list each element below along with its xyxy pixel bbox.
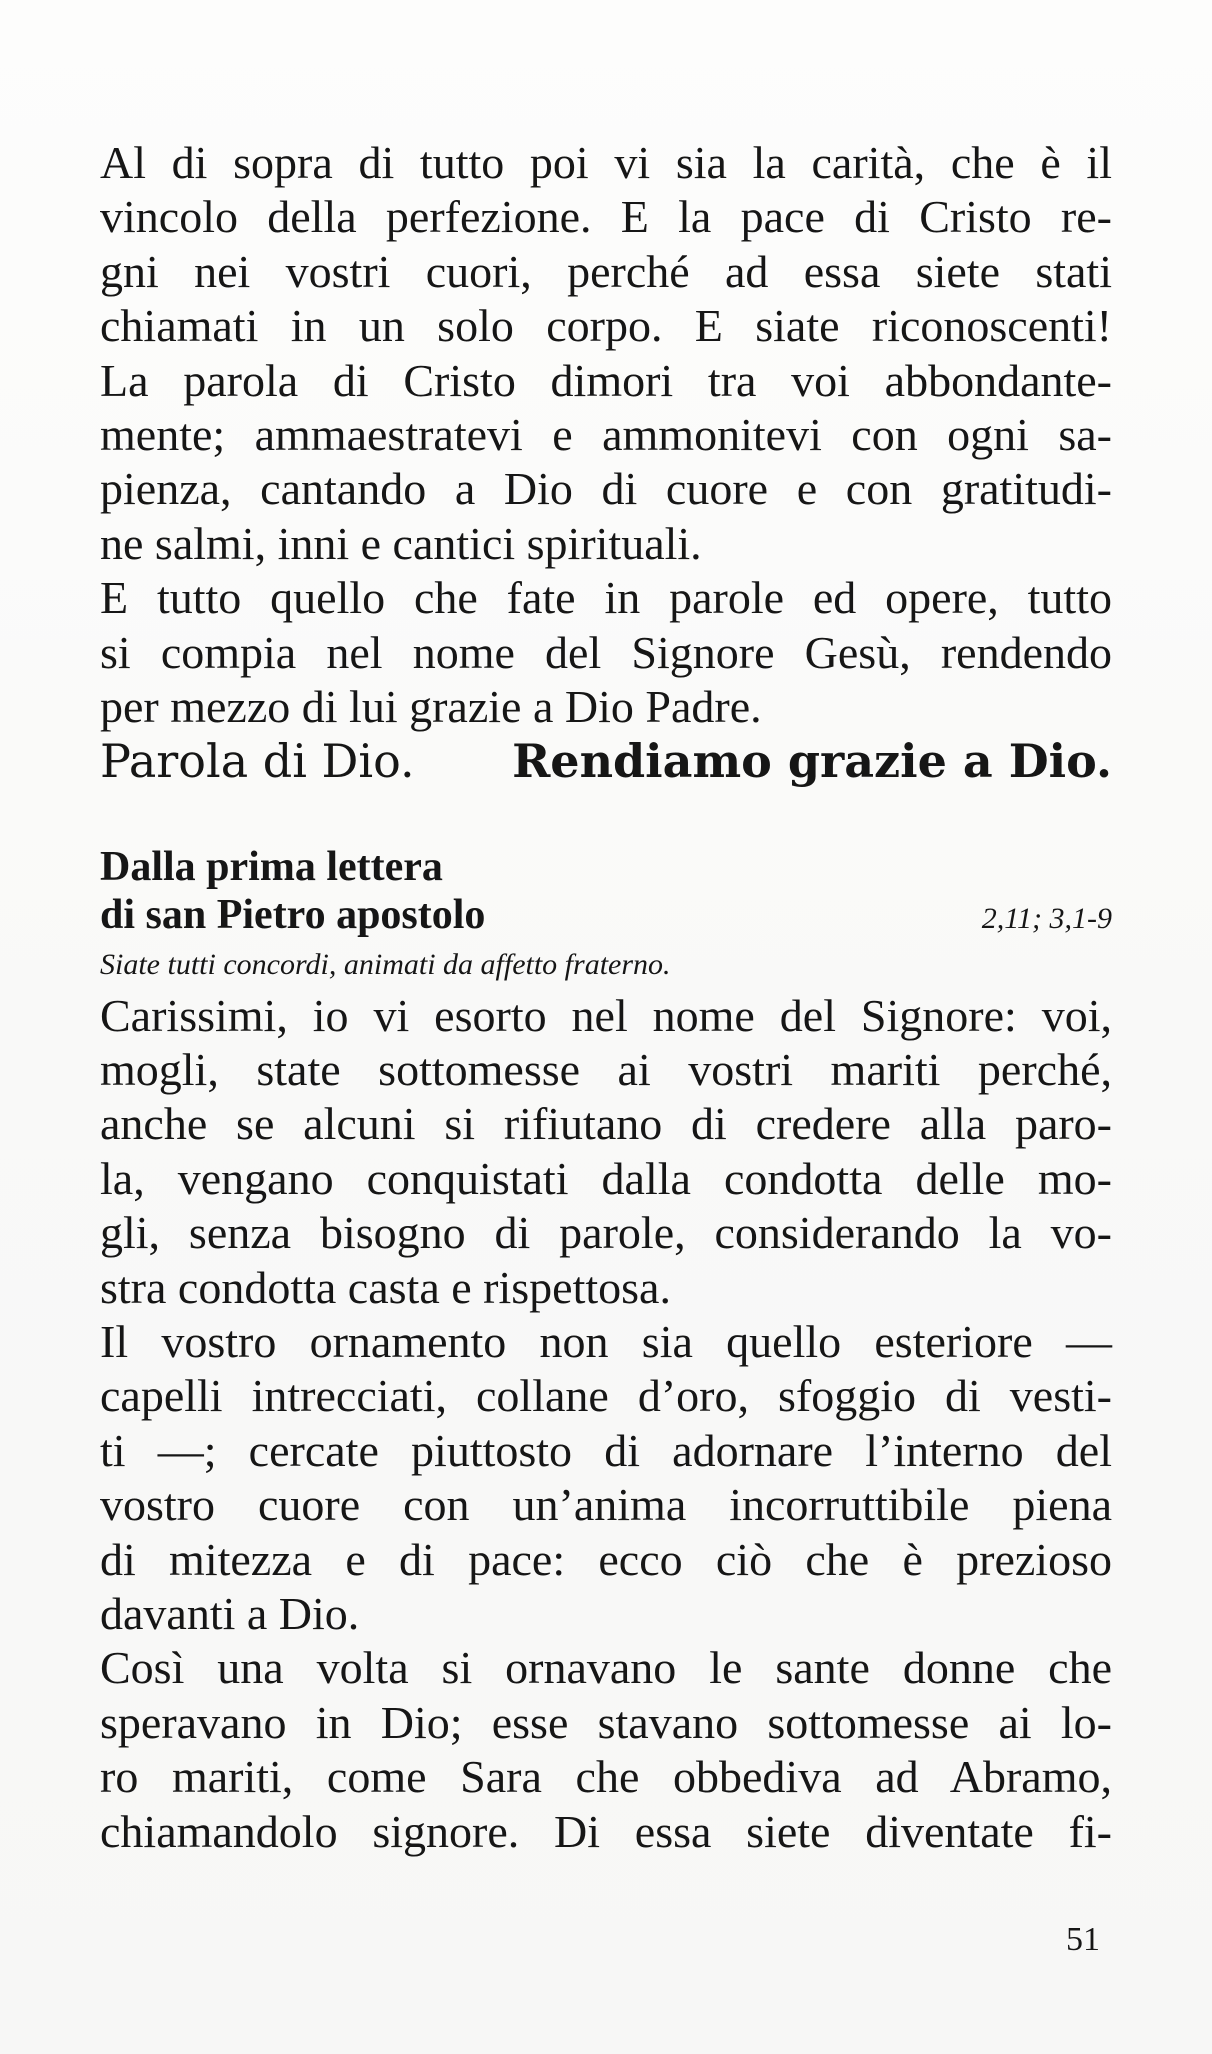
text-line: anche se alcuni si rifiutano di credere alla paro- bbox=[100, 1098, 1112, 1150]
text-line: per mezzo di lui grazie a Dio Padre. bbox=[100, 680, 762, 732]
closing-formula: Parola di Dio. bbox=[100, 734, 415, 789]
text-line: capelli intrecciati, collane d’oro, sfoggio di vesti- bbox=[100, 1370, 1112, 1422]
text-line: mogli, state sottomesse ai vostri mariti perché, bbox=[100, 1044, 1112, 1096]
text-line: ro mariti, come Sara che obbediva ad Abramo, bbox=[100, 1751, 1112, 1803]
text-line: gli, senza bisogno di parole, considerando la vo- bbox=[100, 1207, 1112, 1259]
heading-line-one: Dalla prima lettera bbox=[100, 843, 443, 890]
text-line: vostro cuore con un’anima incorruttibile piena bbox=[100, 1479, 1112, 1531]
text-line: gni nei vostri cuori, perché ad essa siete stati bbox=[100, 245, 1112, 297]
text-line: ne salmi, inni e cantici spirituali. bbox=[100, 517, 702, 569]
reading-two-heading bbox=[100, 843, 1112, 985]
text-line: ti —; cercate piuttosto di adornare l’interno del bbox=[100, 1424, 1112, 1476]
page-number: 51 bbox=[1066, 1921, 1100, 1958]
text-line: pienza, cantando a Dio di cuore e con gratitudi- bbox=[100, 463, 1112, 515]
text-line: di mitezza e di pace: ecco ciò che è prezioso bbox=[100, 1533, 1112, 1585]
text-line: La parola di Cristo dimori tra voi abbondante- bbox=[100, 354, 1112, 406]
text-line: mente; ammaestratevi e ammonitevi con ogni sa- bbox=[100, 408, 1112, 460]
heading-line-two bbox=[100, 891, 1112, 939]
text-line: stra condotta casta e rispettosa. bbox=[100, 1261, 671, 1313]
closing-response: Rendiamo grazie a Dio. bbox=[512, 734, 1112, 789]
reading-two-text bbox=[100, 989, 1112, 1859]
text-line: Al di sopra di tutto poi vi sia la carità, che è il bbox=[100, 137, 1112, 188]
text-line: speravano in Dio; esse stavano sottomesse ai lo- bbox=[100, 1696, 1112, 1748]
reading-subtitle: Siate tutti concordi, animati da affetto fraterno. bbox=[100, 947, 671, 981]
text-line: davanti a Dio. bbox=[100, 1587, 360, 1639]
text-line: Il vostro ornamento non sia quello esteriore — bbox=[100, 1316, 1112, 1368]
text-line: Carissimi, io vi esorto nel nome del Signore: voi, bbox=[100, 989, 1112, 1041]
text-column bbox=[100, 136, 1112, 1859]
text-line: chiamati in un solo corpo. E siate riconoscenti! bbox=[100, 300, 1112, 352]
heading-source: di san Pietro apostolo bbox=[100, 891, 486, 938]
text-line: chiamandolo signore. Di essa siete diventate fi- bbox=[100, 1805, 1112, 1857]
scripture-reference: 2,11; 3,1-9 bbox=[981, 901, 1112, 935]
text-line: si compia nel nome del Signore Gesù, rendendo bbox=[100, 626, 1112, 678]
text-line: la, vengano conquistati dalla condotta delle mo- bbox=[100, 1152, 1112, 1204]
text-line: Così una volta si ornavano le sante donne che bbox=[100, 1642, 1112, 1694]
reading-one-closing bbox=[100, 734, 1112, 788]
text-line: E tutto quello che fate in parole ed opere, tutto bbox=[100, 572, 1112, 624]
reading-one-text bbox=[100, 136, 1112, 734]
text-line: vincolo della perfezione. E la pace di Cristo re- bbox=[100, 191, 1112, 243]
